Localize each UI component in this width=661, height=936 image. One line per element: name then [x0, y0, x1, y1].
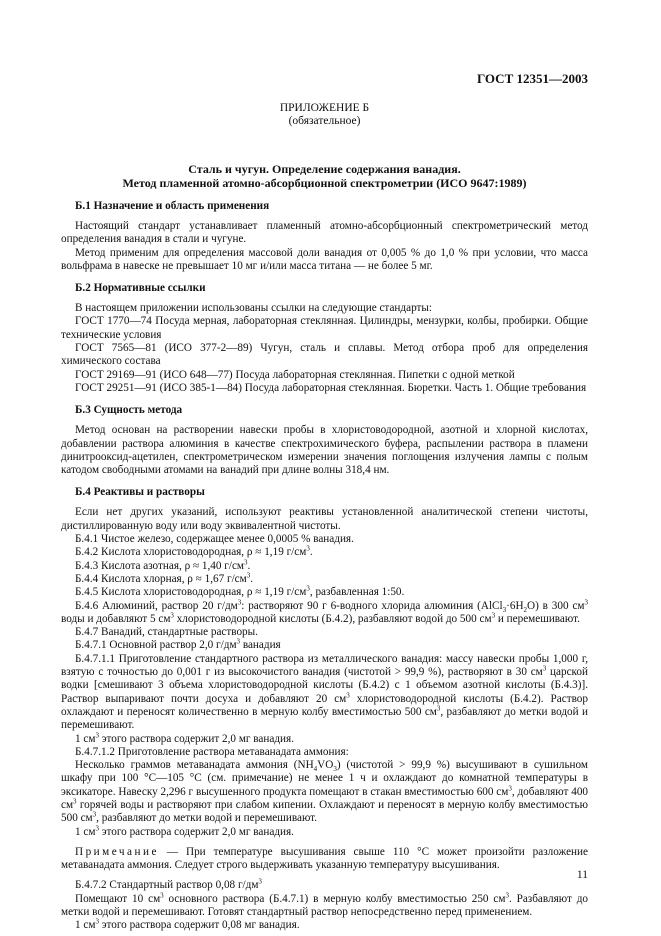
reagent-item: Б.4.7.1 Основной раствор 2,0 $г/дм^3$ ванадия: [75, 637, 281, 652]
section-heading-b2: Б.2 Нормативные ссылки: [75, 282, 206, 295]
note: Примечание — При температуре высушивания свыше 110 °С может произойти разложение метаванадата аммония. Следует строго выдерживать указанную температуру высушивания.: [61, 845, 588, 872]
reagent-item: Б.4.2 Кислота хлористоводородная, ρ ≈ 1,19 $г/см^3$.: [75, 544, 313, 559]
section-heading-b3: Б.3 Сущность метода: [75, 404, 183, 417]
reference-item: ГОСТ 29251—91 (ИСО 385-1—84) Посуда лабораторная стеклянная. Бюретки. Часть 1. Общие требования: [75, 381, 587, 394]
procedure-paragraph: Несколько граммов метаванадата аммония $(NH_4VO_3)$ (чистотой > 99,9 %) высушивают в сушильном шкафу при 100 °С—105 °С (см. примечание) не менее 1 ч и охлаждают до комнатной температуры в эксикаторе. Навеску 2,296 г высушенного продукта помещают в стакан вместимостью 600 $см^3$, добавляют 400 $см^3$ горячей воды и растворяют при слабом кипении. Охлаждают и переносят в мерную колбу вместимостью 500 $см^3$, разбавляют до метки водой и перемешивают.: [61, 759, 589, 825]
paragraph: 1 $см^3$ этого раствора содержит 2,0 мг ванадия.: [75, 730, 294, 745]
reagent-item: Б.4.7.2 Стандартный раствор 0,08 $г/дм^3$: [75, 877, 262, 892]
reference-item: ГОСТ 29169—91 (ИСО 648—77) Посуда лабораторная стеклянная. Пипетки с одной меткой: [75, 368, 515, 381]
note-label: Примечание: [75, 845, 159, 858]
reference-item: ГОСТ 7565—81 (ИСО 377-2—89) Чугун, сталь и сплавы. Метод отбора проб для определения химического состава: [61, 342, 588, 368]
procedure-paragraph: Помещают 10 $см^3$ основного раствора (Б.4.7.1) в мерную колбу вместимостью 250 $см^3$. Разбавляют до метки водой и перемешивают. Готовят стандартный раствор непосредственно перед применением.: [61, 891, 588, 919]
document-id: ГОСТ 12351—2003: [476, 71, 588, 86]
reagent-item: Б.4.7.1.2 Приготовление раствора метаванадата аммония:: [75, 745, 349, 758]
reagent-item: Б.4.6 Алюминий, раствор 20 $г/дм^3$: растворяют 90 г 6-водного хлорида алюминия $(AlCl_3\cdot 6H_2O)$ в 300 $см^3$ воды и добавляют 5 $см^3$ хлористоводородной кислоты (Б.4.2), разбавляют водой до 500 $см^3$ и перемешивают.: [61, 597, 588, 625]
appendix-label: ПРИЛОЖЕНИЕ Б: [279, 102, 370, 114]
reagent-item: Б.4.3 Кислота азотная, ρ ≈ 1,40 $г/см^3$.: [75, 557, 251, 572]
reagent-item: Б.4.1 Чистое железо, содержащее менее 0,0005 % ванадия.: [75, 533, 354, 546]
paragraph: В настоящем приложении использованы ссылки на следующие стандарты:: [75, 302, 433, 315]
reagent-item: Б.4.4 Кислота хлорная, ρ ≈ 1,67 $г/см^3$.: [75, 571, 254, 585]
reference-item: ГОСТ 1770—74 Посуда мерная, лабораторная стеклянная. Цилиндры, мензурки, колбы, пробирки. Общие технические условия: [61, 315, 588, 341]
paragraph: 1 $см^3$ этого раствора содержит 2,0 мг ванадия.: [75, 823, 294, 838]
section-heading-b1: Б.1 Назначение и область применения: [75, 200, 270, 212]
paragraph: Метод основан на растворении навески пробы в хлористоводородной, азотной и хлорной кислотах, добавлении раствора алюминия в качестве спектрохимического буфера, распылении раствора в пламени динитрооксид-ацетилен, спектрометрическом измерении значения поглощения излучения лампы с полым катодом свободными атомами на ванадий при длине волны 318,4 нм.: [61, 424, 588, 477]
procedure-paragraph: Б.4.7.1.1 Приготовление стандартного раствора из металлического ванадия: массу навески пробы 1,000 г, взятую с точностью до 0,001 г из высокочистого ванадия (чистотой > 99,9 %), растворяют в 30 $см^3$ царской водки [смешивают 3 объема хлористоводородной кислоты (Б.4.2) с 1 объемом азотной кислоты (Б.4.3)]. Раствор выпаривают почти досуха и добавляют 20 $см^3$ хлористоводородной кислоты (Б.4.2). Раствор охлаждают и переносят количественно в мерную колбу вместимостью 500 $см^3$, разбавляют до метки водой и перемешивают.: [61, 652, 588, 732]
title-line-1: Сталь и чугун. Определение содержания ванадия.: [188, 162, 461, 176]
page-number: 11: [576, 869, 588, 881]
title-line-2: Метод пламенной атомно-абсорбционной спектрометрии (ИСО 9647:1989): [122, 176, 527, 190]
section-heading-b4: Б.4 Реактивы и растворы: [75, 486, 205, 499]
paragraph: 1 $см^3$ этого раствора содержит 0,08 мг ванадия.: [75, 917, 300, 932]
paragraph: Метод применим для определения массовой доли ванадия от 0,005 % до 1,0 % при условии, что масса вольфрама в навеске не превышает 10 мг и/или масса титана — не более 5 мг.: [61, 246, 588, 272]
reagent-item: Б.4.7 Ванадий, стандартные растворы.: [75, 626, 258, 639]
appendix-heading: [61, 102, 588, 128]
document-title: [61, 162, 588, 190]
appendix-status: (обязательное): [288, 115, 361, 127]
document-body: [61, 200, 588, 933]
reagent-item: Б.4.5 Кислота хлористоводородная, ρ ≈ 1,19 $г/см^3$, разбавленная 1:50.: [75, 584, 405, 599]
paragraph: Настоящий стандарт устанавливает пламенный атомно-абсорбционный спектрометрический метод определения ванадия в стали и чугуне.: [61, 220, 588, 246]
paragraph: Если нет других указаний, используют реактивы установленной аналитической степени чистоты, дистиллированную воду или воду эквивалентной чистоты.: [61, 506, 588, 532]
